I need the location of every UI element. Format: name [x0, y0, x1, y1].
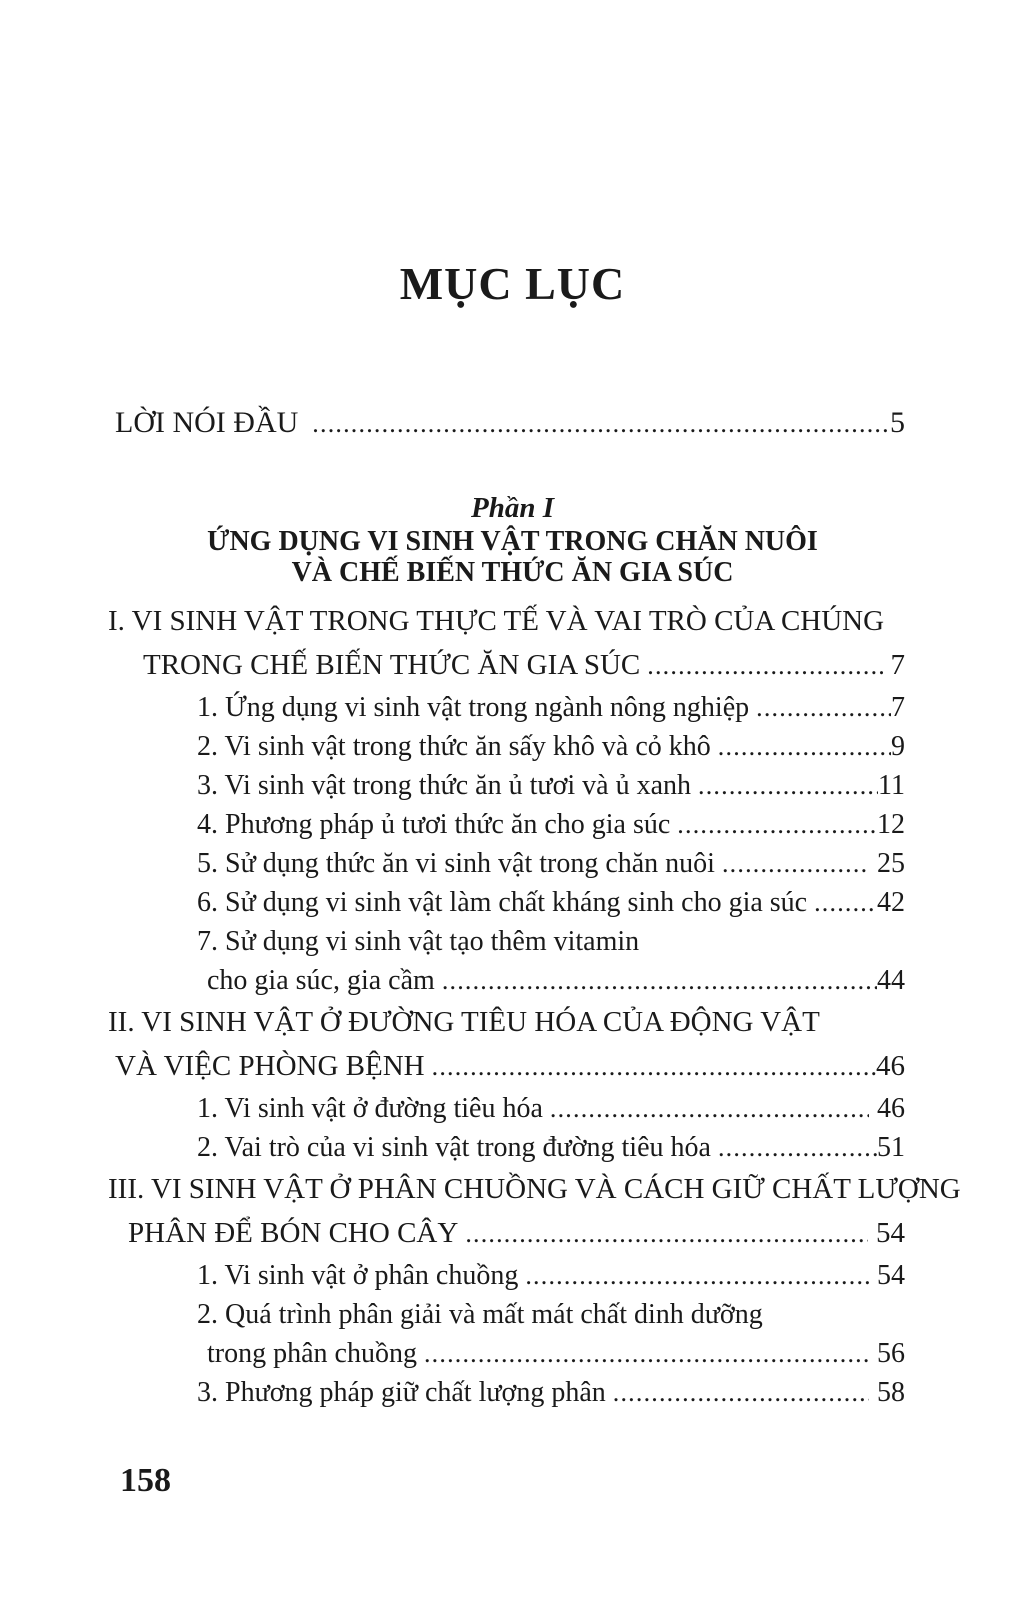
toc-section-heading-continuation — [0, 1044, 1025, 1089]
toc-entry-label: 1. Vi sinh vật ở đường tiêu hóa — [197, 1093, 543, 1124]
toc-entry-page: 12 — [877, 809, 905, 840]
toc-entry-page: 54 — [876, 1217, 905, 1249]
dot-leader — [647, 643, 882, 688]
toc-entry — [0, 1256, 1025, 1295]
toc-entry-page: 51 — [877, 1132, 905, 1163]
page-title: MỤC LỤC — [399, 258, 626, 309]
toc-entry — [0, 805, 1025, 844]
toc-entry-page: 54 — [877, 1260, 905, 1291]
dot-leader — [677, 805, 877, 844]
toc-entry-page: 42 — [877, 887, 905, 918]
toc-entry-label: PHÂN ĐỂ BÓN CHO CÂY — [128, 1217, 459, 1249]
dot-leader — [814, 883, 877, 922]
toc-entry-label: 1. Ứng dụng vi sinh vật trong ngành nông nghiệp — [197, 692, 750, 723]
dot-leader — [525, 1256, 869, 1295]
part-title-line1: ỨNG DỤNG VI SINH VẬT TRONG CHĂN NUÔI — [207, 526, 818, 557]
toc-entry — [0, 688, 1025, 727]
toc-entry-page: 7 — [891, 692, 905, 723]
toc-entry — [0, 727, 1025, 766]
toc-entry-label: 1. Vi sinh vật ở phân chuồng — [197, 1260, 519, 1291]
dot-leader — [312, 403, 890, 444]
dot-leader — [432, 1044, 876, 1089]
toc-entry-label: I. VI SINH VẬT TRONG THỰC TẾ VÀ VAI TRÒ CỦA CHÚNG — [108, 605, 885, 637]
toc-entry — [0, 1295, 1025, 1334]
toc-entry-page: 56 — [877, 1338, 905, 1369]
toc-section-heading — [0, 1000, 1025, 1044]
toc-section-heading-continuation — [0, 643, 1025, 688]
book-page-number: 158 — [120, 1462, 171, 1499]
toc-entry — [0, 1373, 1025, 1412]
part-title-line2: VÀ CHẾ BIẾN THỨC ĂN GIA SÚC — [291, 557, 734, 588]
toc-entry — [0, 1128, 1025, 1167]
toc-section-heading — [0, 1167, 1025, 1211]
toc-entry-label: trong phân chuồng — [207, 1338, 417, 1369]
toc-entry-label: 3. Vi sinh vật trong thức ăn ủ tươi và ủ xanh — [197, 770, 692, 801]
toc-entry-label: 2. Quá trình phân giải và mất mát chất dinh dưỡng — [197, 1299, 763, 1330]
toc-entry-label: 7. Sử dụng vi sinh vật tạo thêm vitamin — [197, 926, 640, 957]
toc-entry-page: 44 — [877, 965, 905, 996]
toc-entry-label: III. VI SINH VẬT Ở PHÂN CHUỒNG VÀ CÁCH GIỮ CHẤT LƯỢNG — [108, 1173, 961, 1205]
dot-leader — [718, 727, 891, 766]
toc-entry-label: LỜI NÓI ĐẦU — [115, 406, 299, 439]
toc-entry-label: VÀ VIỆC PHÒNG BỆNH — [115, 1050, 425, 1082]
dot-leader — [424, 1334, 869, 1373]
toc-entry-page: 7 — [890, 649, 905, 681]
toc-section-heading-continuation — [0, 1211, 1025, 1256]
dot-leader — [718, 1128, 877, 1167]
toc-entry-page: 11 — [878, 770, 905, 801]
part-heading — [0, 490, 1025, 588]
toc-entry-page: 58 — [877, 1377, 905, 1408]
toc-entry-label: 4. Phương pháp ủ tươi thức ăn cho gia súc — [197, 809, 671, 840]
toc-entry-page: 25 — [877, 848, 905, 879]
toc-entry-label: 2. Vi sinh vật trong thức ăn sấy khô và cỏ khô — [197, 731, 711, 762]
toc-entry-label: 5. Sử dụng thức ăn vi sinh vật trong chăn nuôi — [197, 848, 715, 879]
part-kicker: Phần I — [470, 492, 554, 524]
toc-entry-label: 2. Vai trò của vi sinh vật trong đường tiêu hóa — [197, 1132, 711, 1163]
dot-leader — [698, 766, 878, 805]
toc-entry — [0, 766, 1025, 805]
toc-entry — [0, 403, 1025, 444]
dot-leader — [550, 1089, 869, 1128]
toc-entry-page: 5 — [890, 406, 905, 439]
toc-entry-label: 3. Phương pháp giữ chất lượng phân — [197, 1377, 606, 1408]
toc-entry-continuation — [0, 961, 1025, 1000]
dot-leader — [613, 1373, 869, 1412]
toc-entry-label: 6. Sử dụng vi sinh vật làm chất kháng sinh cho gia súc — [197, 887, 808, 918]
toc-entry — [0, 1089, 1025, 1128]
toc-body — [0, 599, 1025, 1412]
dot-leader — [756, 688, 891, 727]
toc-entry-label: cho gia súc, gia cầm — [207, 965, 435, 996]
toc-entry — [0, 922, 1025, 961]
toc-entry-label: II. VI SINH VẬT Ở ĐƯỜNG TIÊU HÓA CỦA ĐỘNG VẬT — [108, 1006, 820, 1038]
toc-section-heading — [0, 599, 1025, 643]
toc-entry-page: 46 — [877, 1093, 905, 1124]
dot-leader — [465, 1211, 868, 1256]
table-of-contents — [0, 403, 1025, 1412]
toc-entry — [0, 883, 1025, 922]
dot-leader — [442, 961, 877, 1000]
toc-entry-page: 46 — [876, 1050, 905, 1082]
toc-entry-continuation — [0, 1334, 1025, 1373]
dot-leader — [722, 844, 869, 883]
toc-entry — [0, 844, 1025, 883]
toc-entry-page: 9 — [891, 731, 905, 762]
toc-entry-label: TRONG CHẾ BIẾN THỨC ĂN GIA SÚC — [143, 649, 641, 681]
